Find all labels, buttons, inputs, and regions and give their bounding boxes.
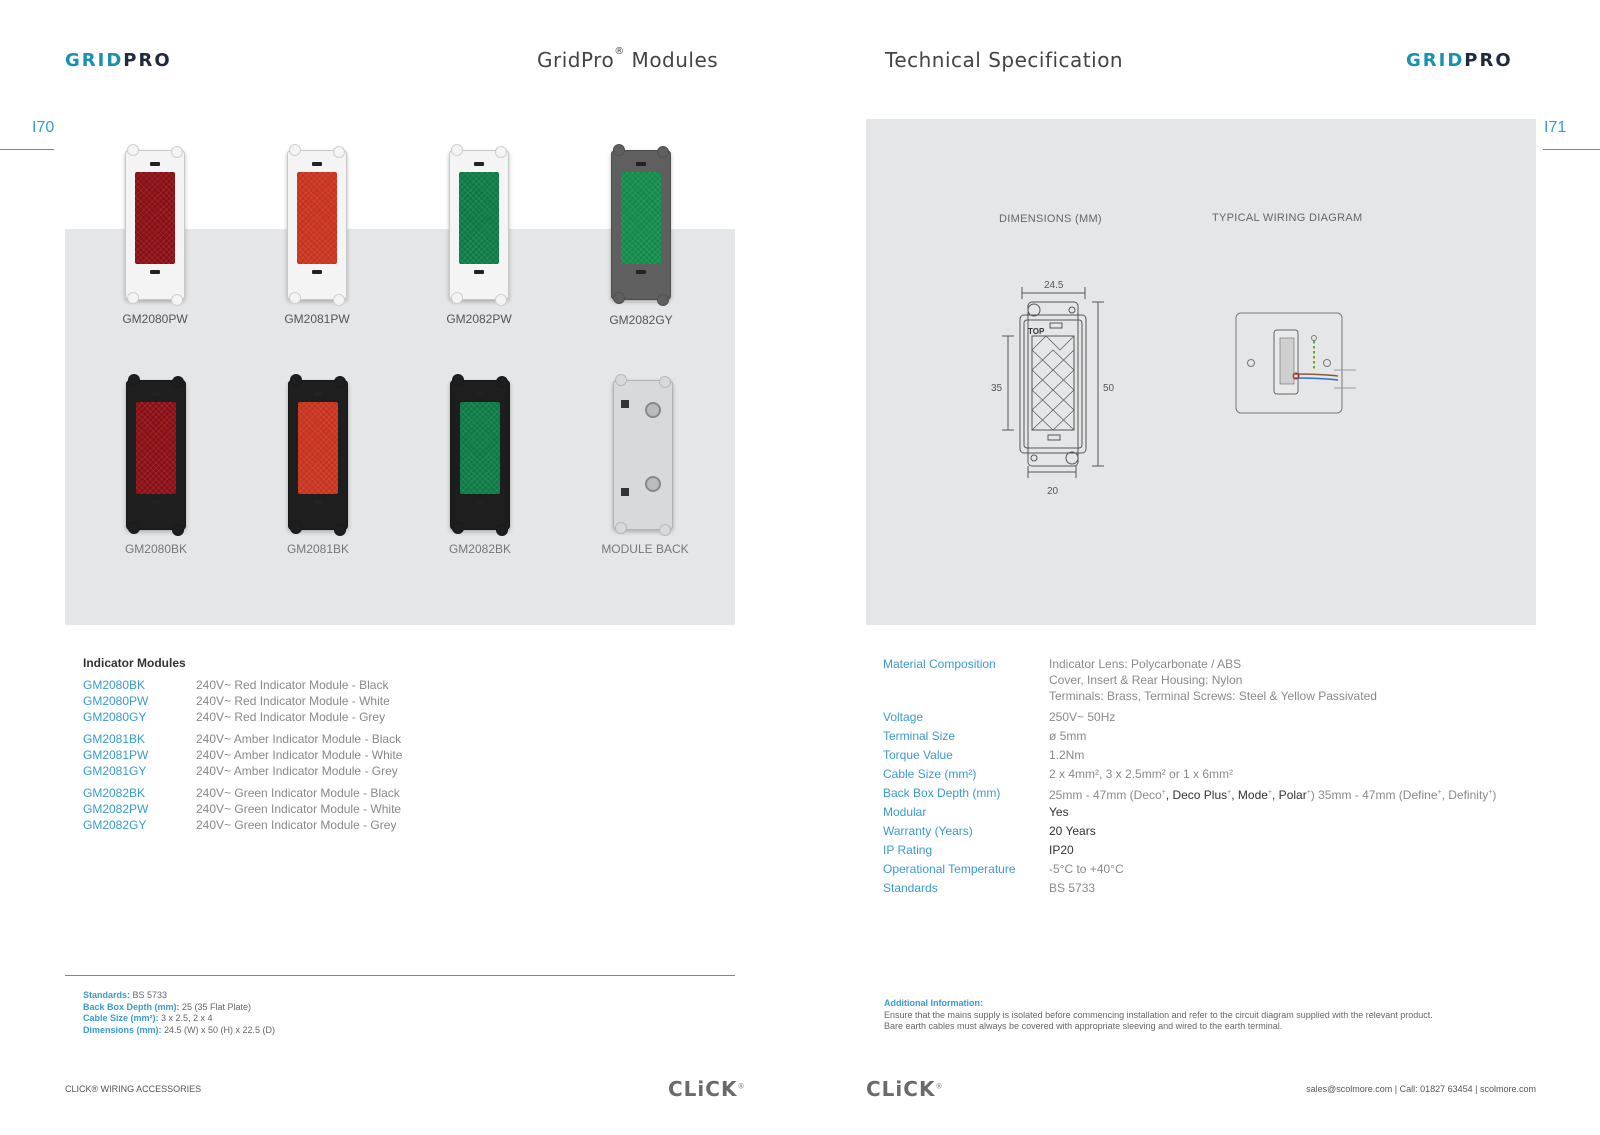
additional-info-line: Ensure that the mains supply is isolated before commencing installation and refer to the circuit diagram supplied with the relevant product.: [884, 1009, 1433, 1020]
spec-label: Terminal Size: [883, 729, 956, 743]
spec-value: 1.2Nm: [1049, 748, 1085, 762]
spec-value: BS 5733: [1049, 881, 1096, 895]
click-logo-right: CLiCK®: [866, 1077, 944, 1101]
dim-bottom: 20: [1047, 486, 1059, 497]
module-image: [449, 150, 509, 300]
module-label: GM2081BK: [286, 542, 350, 556]
spec-value: 250V~ 50Hz: [1049, 710, 1116, 724]
spec-value-back-box-depth: 25mm - 47mm (Deco+, Deco Plus+, Mode+, Polar+) 35mm - 47mm (Define+, Definity+): [1049, 788, 1497, 802]
left-footnote: [83, 990, 275, 1036]
product-description: 240V~ Red Indicator Module - White: [196, 694, 390, 708]
footnote-dimensions: Dimensions (mm): 24.5 (W) x 50 (H) x 22.5 (D): [83, 1024, 276, 1035]
module-label: GM2080PW: [122, 312, 188, 326]
module-label: GM2080BK: [124, 542, 188, 556]
product-code: GM2080GY: [83, 710, 147, 724]
spec-value: 20 Years: [1049, 824, 1096, 838]
dim-right: 50: [1103, 383, 1115, 394]
product-description: 240V~ Amber Indicator Module - Grey: [196, 764, 398, 778]
footer-left-text: CLICK® WIRING ACCESSORIES: [65, 1084, 202, 1094]
product-description: 240V~ Amber Indicator Module - White: [196, 748, 403, 762]
spec-label: Material Composition: [883, 657, 996, 671]
spec-label: Operational Temperature: [883, 862, 1016, 876]
spec-value: ø 5mm: [1049, 729, 1087, 743]
diagram-panel: [866, 119, 1536, 625]
spec-value: Yes: [1049, 805, 1069, 819]
spec-value: -5°C to +40°C: [1049, 862, 1124, 876]
module-label: GM2082PW: [446, 312, 512, 326]
wiring-diagram: [1230, 308, 1360, 418]
module-image: [287, 150, 347, 300]
page-number-left: I70: [32, 119, 55, 136]
module-image: [450, 380, 510, 530]
module-label: GM2082GY: [609, 313, 673, 327]
product-description: 240V~ Green Indicator Module - Black: [196, 786, 400, 800]
spec-label: IP Rating: [883, 843, 933, 857]
spec-label: Voltage: [883, 710, 924, 724]
spec-label: Modular: [883, 805, 927, 819]
product-code: GM2080BK: [83, 678, 146, 692]
product-code: GM2082PW: [83, 802, 149, 816]
product-code: GM2081PW: [83, 748, 149, 762]
page-number-rule-right: [1543, 149, 1600, 150]
product-description: 240V~ Amber Indicator Module - Black: [196, 732, 402, 746]
wiring-diagram-title: TYPICAL WIRING DIAGRAM: [1212, 212, 1363, 224]
spec-label: Warranty (Years): [883, 824, 973, 838]
additional-info-title: Additional Information:: [884, 998, 983, 1008]
product-description: 240V~ Red Indicator Module - Black: [196, 678, 389, 692]
spec-value: IP20: [1049, 843, 1074, 857]
product-code: GM2082BK: [83, 786, 146, 800]
module-image: [125, 150, 185, 300]
spec-value: Indicator Lens: Polycarbonate / ABS Cover, Insert & Rear Housing: Nylon Terminals: Brass, Terminal Screws: Steel & Yellow Passivated: [1049, 657, 1377, 703]
footnote-standards: Standards: BS 5733: [83, 990, 168, 1000]
module-label: GM2081PW: [284, 312, 350, 326]
top-marker: TOP: [1028, 327, 1045, 336]
module-image: [611, 150, 671, 300]
additional-information: [884, 998, 1544, 1033]
product-description: 240V~ Green Indicator Module - White: [196, 802, 402, 816]
product-description: 240V~ Red Indicator Module - Grey: [196, 710, 386, 724]
module-image: [613, 380, 673, 530]
indicator-modules-title: Indicator Modules: [83, 656, 186, 670]
spec-label: Torque Value: [883, 748, 953, 762]
left-footnote-rule: [65, 975, 735, 976]
spec-label: Cable Size (mm²): [883, 767, 977, 781]
left-page-title: GridPro® Modules: [537, 46, 719, 72]
product-code: GM2080PW: [83, 694, 149, 708]
product-code: GM2081BK: [83, 732, 146, 746]
gridpro-logo-right: GRIDPRO: [1406, 50, 1513, 71]
spec-label: Standards: [883, 881, 938, 895]
dimensions-title: DIMENSIONS (MM): [999, 213, 1102, 225]
product-code: GM2081GY: [83, 764, 147, 778]
module-label: MODULE BACK: [601, 542, 689, 556]
footer-contact: sales@scolmore.com | Call: 01827 63454 | scolmore.com: [1306, 1084, 1536, 1094]
module-image: [288, 380, 348, 530]
footnote-cable: Cable Size (mm²): 3 x 2.5, 2 x 4: [83, 1013, 213, 1023]
footnote-depth: Back Box Depth (mm): 25 (35 Flat Plate): [83, 1001, 252, 1012]
right-page-title: Technical Specification: [885, 48, 1124, 72]
gridpro-logo-left: GRIDPRO: [65, 50, 172, 71]
spec-value: 2 x 4mm², 3 x 2.5mm² or 1 x 6mm²: [1049, 767, 1234, 781]
product-description: 240V~ Green Indicator Module - Grey: [196, 818, 397, 832]
spec-label: Back Box Depth (mm): [883, 786, 1001, 800]
page-number-rule-left: [0, 149, 54, 150]
dim-left: 35: [991, 383, 1003, 394]
dim-top: 24.5: [1044, 280, 1064, 291]
product-code: GM2082GY: [83, 818, 147, 832]
module-label: GM2082BK: [448, 542, 512, 556]
module-image: [126, 380, 186, 530]
additional-info-line: Bare earth cables must always be covered with appropriate sleeving and wired to the earth terminal.: [884, 1021, 1283, 1031]
click-logo-left: CLiCK®: [668, 1077, 746, 1101]
page-number-right: I71: [1544, 119, 1567, 136]
